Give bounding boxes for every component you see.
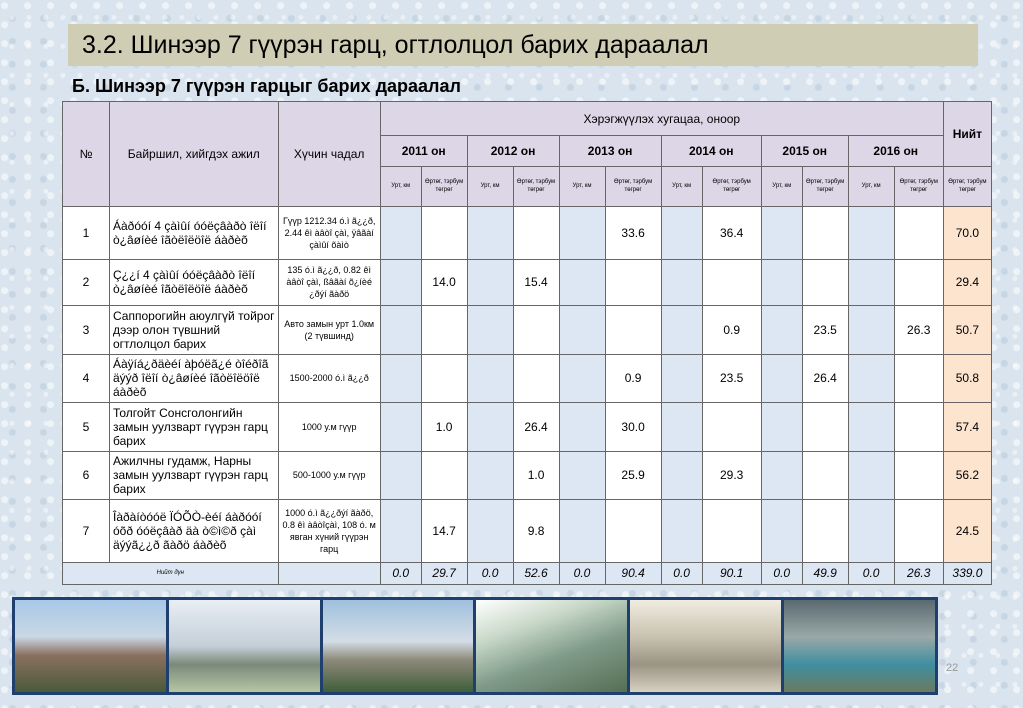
sub-cost-2014: Өртөг, тэрбум төгрөг: [702, 166, 761, 206]
row-capacity: 135 ó.ì ã¿¿ð, 0.82 êì àâòî çàì, ßâãàí õ¿íèé ¿ðýí ãàðö: [278, 259, 380, 305]
header-year-2014: 2014 он: [661, 136, 761, 166]
cost-2015-cell: [802, 451, 848, 500]
header-total: Нийт: [943, 102, 991, 167]
sum-row: [63, 562, 992, 584]
construction-plan-table: [62, 101, 992, 585]
cost-2012-cell: 9.8: [513, 500, 559, 563]
cost-2016-cell: [894, 354, 943, 403]
length-2015-cell: [761, 403, 802, 452]
cost-2012-cell: 26.4: [513, 403, 559, 452]
row-total: 50.7: [943, 306, 991, 355]
row-location: Ç¿¿í 4 çàìûí óóëçâàðò îëîí ò¿âøíèé îãòëîëöîë áàðèõ: [110, 259, 279, 305]
cost-2016-cell: [894, 207, 943, 260]
photo-pedestrian-bridge: [784, 600, 935, 692]
length-2015-cell: [761, 500, 802, 563]
length-2015-cell: [761, 259, 802, 305]
row-number: 5: [63, 403, 110, 452]
sum-value: 0.0: [761, 562, 802, 584]
cost-2013-cell: 0.9: [605, 354, 661, 403]
header-year-2011: 2011 он: [380, 136, 467, 166]
length-2011-cell: [380, 259, 421, 305]
length-2013-cell: [559, 500, 605, 563]
table-row: [63, 207, 992, 260]
header-location: Байршил, хийгдэх ажил: [110, 102, 279, 207]
cost-2012-cell: 15.4: [513, 259, 559, 305]
cost-2015-cell: 26.4: [802, 354, 848, 403]
length-2012-cell: [467, 354, 513, 403]
sum-value: 0.0: [848, 562, 894, 584]
row-location: Áàÿíá¿ðäèéí àþóëã¿é òîéðîã äýýð îëîí ò¿âøíèé îãòëîëöîë áàðèõ: [110, 354, 279, 403]
length-2011-cell: [380, 500, 421, 563]
header-year-2015: 2015 он: [761, 136, 848, 166]
length-2013-cell: [559, 207, 605, 260]
cost-2011-cell: 14.0: [421, 259, 467, 305]
length-2014-cell: [661, 259, 702, 305]
slide-title: 3.2. Шинээр 7 гүүрэн гарц, огтлолцол барих дараалал: [82, 30, 709, 59]
cost-2015-cell: [802, 259, 848, 305]
sub-cost-total: Өртөг, тэрбум төгрөг: [943, 166, 991, 206]
photo-strip: [12, 597, 938, 695]
header-year-2013: 2013 он: [559, 136, 661, 166]
length-2012-cell: [467, 207, 513, 260]
row-location: Ажилчны гудамж, Нарны замын уулзварт гүүрэн гарц барих: [110, 451, 279, 500]
header-period: Хэрэгжүүлэх хугацаа, оноор: [380, 102, 943, 136]
header-year-2012: 2012 он: [467, 136, 559, 166]
row-capacity: 1000 у.м гүүр: [278, 403, 380, 452]
cost-2014-cell: [702, 403, 761, 452]
row-number: 2: [63, 259, 110, 305]
row-capacity: 1500-2000 ó.ì ã¿¿ð: [278, 354, 380, 403]
length-2014-cell: [661, 500, 702, 563]
length-2016-cell: [848, 403, 894, 452]
header-year-2016: 2016 он: [848, 136, 943, 166]
row-number: 1: [63, 207, 110, 260]
row-total: 24.5: [943, 500, 991, 563]
row-number: 7: [63, 500, 110, 563]
cost-2016-cell: [894, 403, 943, 452]
cost-2016-cell: [894, 500, 943, 563]
cost-2011-cell: [421, 354, 467, 403]
cost-2013-cell: [605, 306, 661, 355]
cost-2013-cell: 25.9: [605, 451, 661, 500]
sub-length-2013: Урт, км: [559, 166, 605, 206]
sub-length-2012: Урт, км: [467, 166, 513, 206]
sum-value: 0.0: [661, 562, 702, 584]
cost-2016-cell: 26.3: [894, 306, 943, 355]
row-total: 50.8: [943, 354, 991, 403]
row-number: 4: [63, 354, 110, 403]
table-row: [63, 500, 992, 563]
photo-road-render: [476, 600, 627, 692]
cost-2013-cell: [605, 500, 661, 563]
row-location: Саппорогийн аюулгүй тойрог дээр олон түвшний огтлолцол барих: [110, 306, 279, 355]
cost-2014-cell: 36.4: [702, 207, 761, 260]
sub-length-2011: Урт, км: [380, 166, 421, 206]
length-2016-cell: [848, 207, 894, 260]
header-capacity: Хүчин чадал: [278, 102, 380, 207]
sum-value: 49.9: [802, 562, 848, 584]
cost-2015-cell: [802, 500, 848, 563]
length-2015-cell: [761, 207, 802, 260]
cost-2012-cell: [513, 207, 559, 260]
sum-value: 0.0: [380, 562, 421, 584]
row-capacity: 1000 ó.ì ã¿¿ðýí ãàðö, 0.8 êì àâòîçàì, 108 ó. м явган хүний гүүрэн гарц: [278, 500, 380, 563]
sub-cost-2011: Өртөг, тэрбум төгрөг: [421, 166, 467, 206]
cost-2015-cell: 23.5: [802, 306, 848, 355]
cost-2014-cell: [702, 259, 761, 305]
row-total: 57.4: [943, 403, 991, 452]
length-2014-cell: [661, 207, 702, 260]
length-2015-cell: [761, 354, 802, 403]
row-capacity: Гүүр 1212.34 ó.ì ã¿¿ð, 2.44 êì àâòî çàì, ÿâãàí çàìûí õàìò: [278, 207, 380, 260]
cost-2011-cell: 1.0: [421, 403, 467, 452]
sub-length-2014: Урт, км: [661, 166, 702, 206]
row-total: 56.2: [943, 451, 991, 500]
cost-2014-cell: 0.9: [702, 306, 761, 355]
length-2013-cell: [559, 259, 605, 305]
row-location: Толгойт Сонсголонгийн замын уулзварт гүүрэн гарц барих: [110, 403, 279, 452]
length-2011-cell: [380, 306, 421, 355]
row-number: 6: [63, 451, 110, 500]
length-2016-cell: [848, 451, 894, 500]
sum-value: 339.0: [943, 562, 991, 584]
cost-2014-cell: [702, 500, 761, 563]
length-2015-cell: [761, 306, 802, 355]
table-row: [63, 306, 992, 355]
sum-value: 29.7: [421, 562, 467, 584]
length-2013-cell: [559, 306, 605, 355]
cost-2014-cell: 23.5: [702, 354, 761, 403]
photo-city-bridge: [15, 600, 166, 692]
photo-interchange: [323, 600, 474, 692]
page-number: 22: [946, 662, 959, 674]
row-capacity: Авто замын урт 1.0км (2 түвшинд): [278, 306, 380, 355]
sum-label: Нийт дүн: [63, 562, 279, 584]
sub-length-2016: Урт, км: [848, 166, 894, 206]
length-2011-cell: [380, 451, 421, 500]
table-row: [63, 354, 992, 403]
sum-value: 26.3: [894, 562, 943, 584]
length-2016-cell: [848, 354, 894, 403]
cost-2015-cell: [802, 403, 848, 452]
length-2014-cell: [661, 403, 702, 452]
cost-2016-cell: [894, 259, 943, 305]
table-row: [63, 451, 992, 500]
length-2011-cell: [380, 207, 421, 260]
cost-2012-cell: [513, 306, 559, 355]
sum-value: 90.4: [605, 562, 661, 584]
row-total: 29.4: [943, 259, 991, 305]
table-row: [63, 259, 992, 305]
sub-cost-2015: Өртөг, тэрбум төгрөг: [802, 166, 848, 206]
photo-underpass-hall: [630, 600, 781, 692]
length-2013-cell: [559, 403, 605, 452]
cost-2015-cell: [802, 207, 848, 260]
length-2016-cell: [848, 306, 894, 355]
header-no: №: [63, 102, 110, 207]
sum-value: 90.1: [702, 562, 761, 584]
length-2014-cell: [661, 451, 702, 500]
row-location: Áàðóóí 4 çàìûí óóëçâàðò îëîí ò¿âøíèé îãòëîëöîë áàðèõ: [110, 207, 279, 260]
length-2011-cell: [380, 403, 421, 452]
table-body: [63, 207, 992, 563]
slide-subtitle: Б. Шинээр 7 гүүрэн гарцыг барих дараалал: [72, 76, 461, 96]
length-2012-cell: [467, 451, 513, 500]
length-2012-cell: [467, 500, 513, 563]
length-2015-cell: [761, 451, 802, 500]
cost-2013-cell: 33.6: [605, 207, 661, 260]
cost-2011-cell: 14.7: [421, 500, 467, 563]
cost-2012-cell: [513, 354, 559, 403]
photo-building-overpass: [169, 600, 320, 692]
sub-cost-2016: Өртөг, тэрбум төгрөг: [894, 166, 943, 206]
row-total: 70.0: [943, 207, 991, 260]
length-2016-cell: [848, 500, 894, 563]
cost-2013-cell: [605, 259, 661, 305]
sum-empty-cell: [278, 562, 380, 584]
cost-2012-cell: 1.0: [513, 451, 559, 500]
cost-2014-cell: 29.3: [702, 451, 761, 500]
sum-value: 0.0: [559, 562, 605, 584]
row-number: 3: [63, 306, 110, 355]
sum-value: 0.0: [467, 562, 513, 584]
length-2012-cell: [467, 306, 513, 355]
slide-title-box: [68, 24, 978, 66]
sum-value: 52.6: [513, 562, 559, 584]
length-2016-cell: [848, 259, 894, 305]
sub-cost-2013: Өртөг, тэрбум төгрөг: [605, 166, 661, 206]
length-2014-cell: [661, 306, 702, 355]
length-2012-cell: [467, 403, 513, 452]
length-2012-cell: [467, 259, 513, 305]
length-2013-cell: [559, 451, 605, 500]
table-row: [63, 403, 992, 452]
length-2013-cell: [559, 354, 605, 403]
cost-2016-cell: [894, 451, 943, 500]
cost-2011-cell: [421, 451, 467, 500]
cost-2011-cell: [421, 207, 467, 260]
row-location: Îàðàíòóóë ÏÓÕÒ-èéí áàðóóí óõð óóëçâàð äà ò©ì©ð çàì äýýã¿¿ð ãàðö áàðèõ: [110, 500, 279, 563]
length-2014-cell: [661, 354, 702, 403]
sub-cost-2012: Өртөг, тэрбум төгрөг: [513, 166, 559, 206]
sub-length-2015: Урт, км: [761, 166, 802, 206]
cost-2011-cell: [421, 306, 467, 355]
length-2011-cell: [380, 354, 421, 403]
row-capacity: 500-1000 у.м гүүр: [278, 451, 380, 500]
cost-2013-cell: 30.0: [605, 403, 661, 452]
